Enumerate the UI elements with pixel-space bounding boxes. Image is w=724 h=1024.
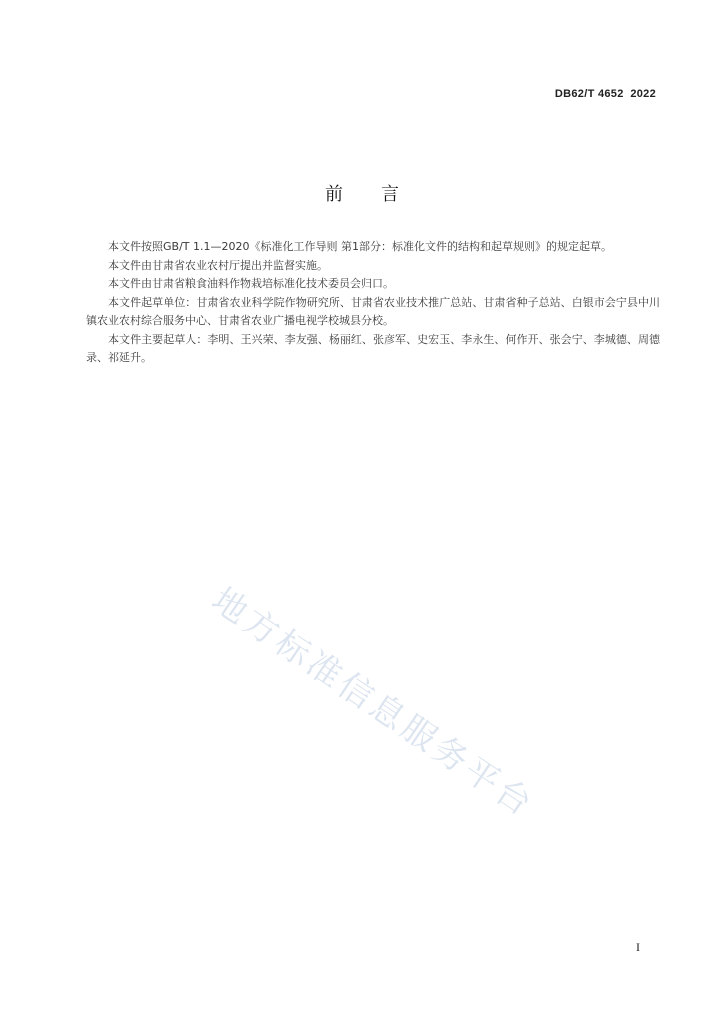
document-code: DB62/T 4652 2022 [554,88,656,100]
foreword-body [86,238,660,368]
paragraph-drafting-units: 本文件起草单位：甘肃省农业科学院作物研究所、甘肃省农业技术推广总站、甘肃省种子总站、白银市会宁县中川镇农业农村综合服务中心、甘肃省农业广播电视学校城县分校。 [86,295,660,327]
paragraph-drafters: 本文件主要起草人：李明、王兴荣、李友强、杨丽红、张彦军、史宏玉、李永生、何作开、张会宁、李城德、周德录、祁延升。 [86,332,660,364]
paragraph-proposer: 本文件由甘肃省农业农村厅提出并监督实施。 [108,258,328,272]
paragraph-committee: 本文件由甘肃省粮食油料作物栽培标准化技术委员会归口。 [108,277,394,290]
watermark: 地方标准信息服务平台 [204,580,542,826]
page-title: 前言 [325,184,437,205]
paragraph-drafting-rules: 本文件按照GB/T 1.1—2020《标准化工作导则 第1部分：标准化文件的结构和起草规则》的规定起草。 [108,240,612,253]
page-number: I [636,940,640,954]
